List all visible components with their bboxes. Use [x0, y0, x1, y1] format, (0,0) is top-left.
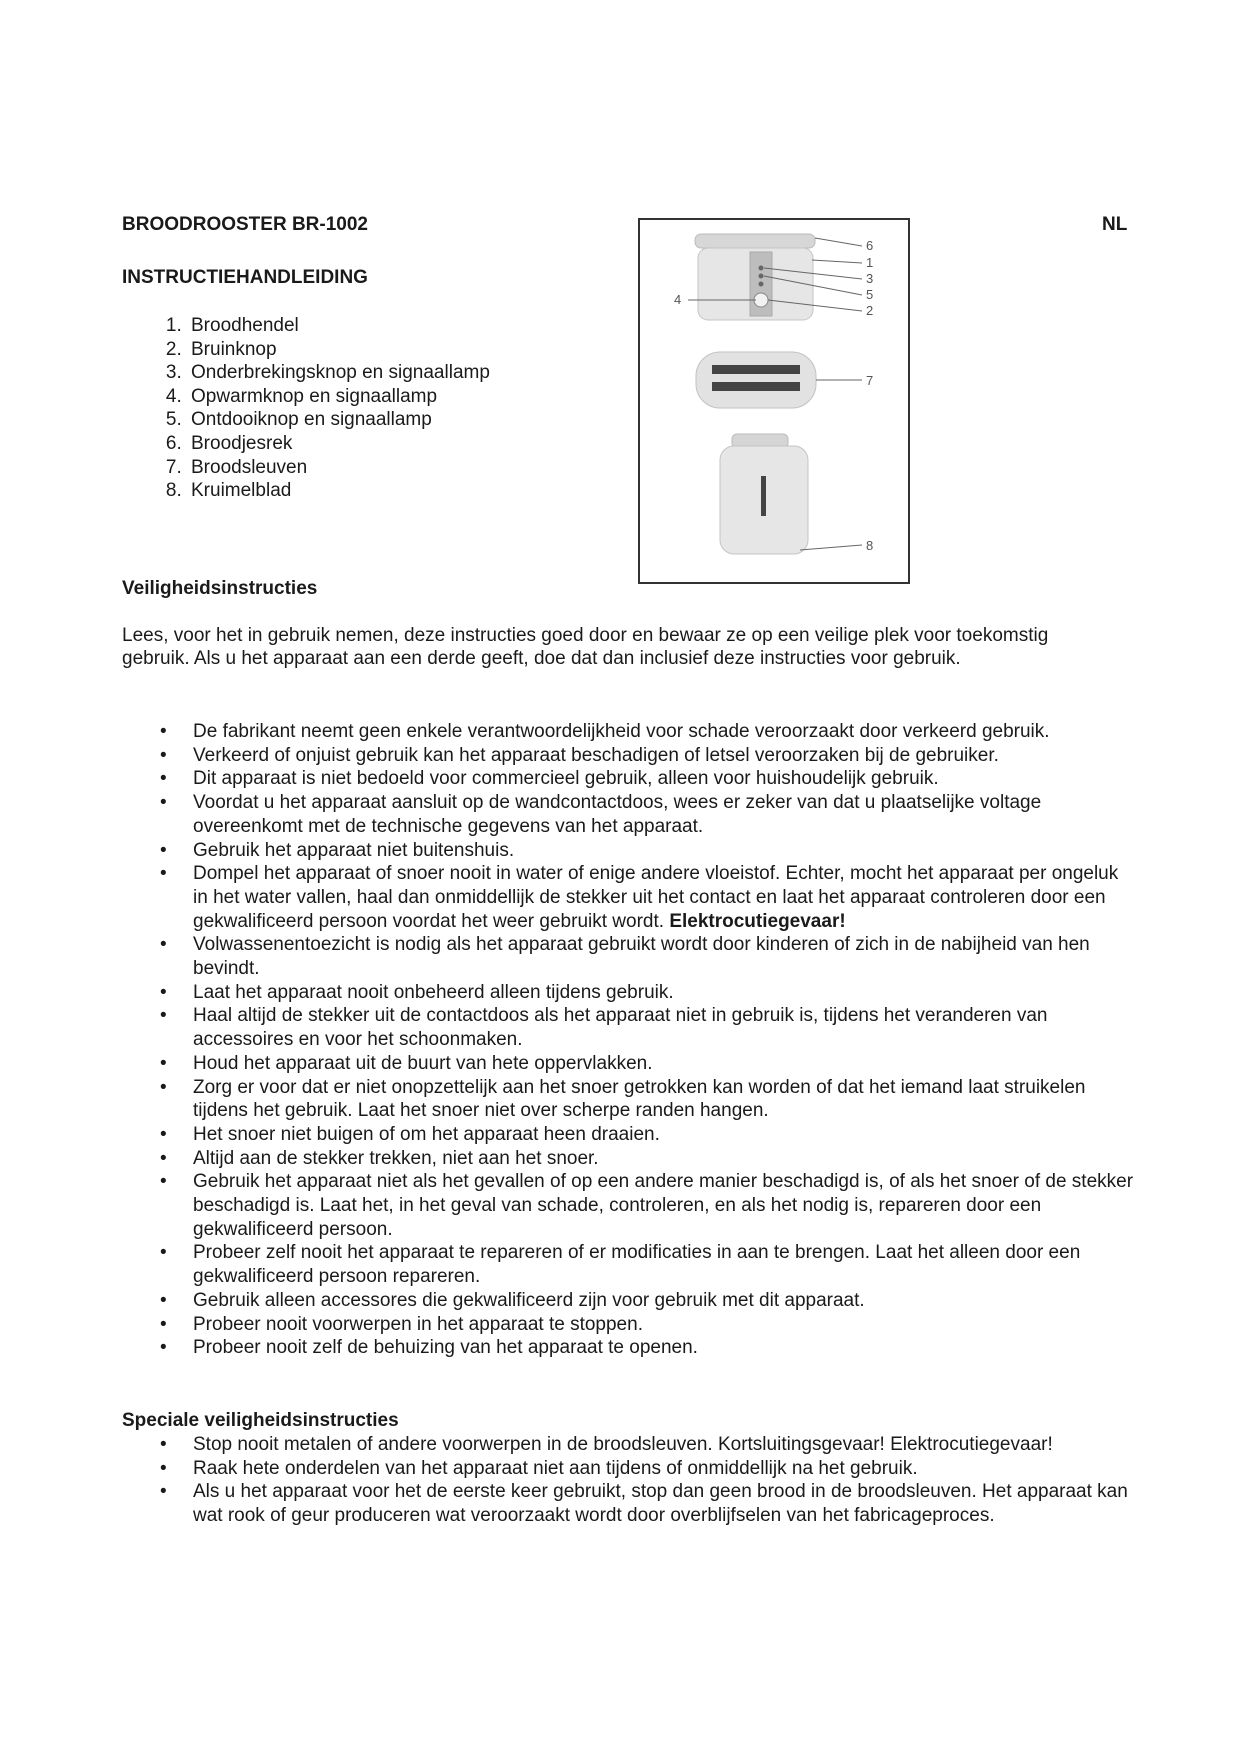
callout-label: 6	[866, 238, 874, 253]
lever-slot-shape	[761, 476, 766, 516]
special-heading: Speciale veiligheidsinstructies	[122, 1410, 399, 1431]
bread-slot-shape	[712, 382, 800, 391]
list-item: • Gebruik alleen accessores die gekwalificeerd zijn voor gebruik met dit apparaat.	[156, 1289, 1136, 1313]
list-item: • Volwassenentoezicht is nodig als het apparaat gebruikt wordt door kinderen of zich in de nabijheid van hen bevindt.	[156, 933, 1136, 980]
list-item: • Probeer zelf nooit het apparaat te repareren of er modificaties in aan te brengen. Laat het alleen door een gekwalificeerd persoon repareren.	[156, 1241, 1136, 1288]
list-item: • Dit apparaat is niet bedoeld voor commercieel gebruik, alleen voor huishoudelijk gebruik.	[156, 767, 1136, 791]
list-item: • Verkeerd of onjuist gebruik kan het apparaat beschadigen of letsel veroorzaken bij de gebruiker.	[156, 744, 1136, 768]
list-item	[156, 862, 1136, 933]
list-item: • Raak hete onderdelen van het apparaat niet aan tijdens of onmiddellijk na het gebruik.	[156, 1457, 1136, 1481]
safety-intro: Lees, voor het in gebruik nemen, deze instructies goed door en bewaar ze op een veilige plek voor toekomstig gebruik. Als u het apparaat aan een derde geeft, doe dat dan inclusief deze instructies voor gebruik.	[122, 625, 1049, 669]
part-item: 8. Kruimelblad	[187, 479, 490, 503]
toaster-top-body	[696, 352, 816, 408]
callout-label: 5	[866, 287, 874, 302]
bun-rack-shape	[695, 234, 815, 248]
list-item: • Gebruik het apparaat niet als het gevallen of op een andere manier beschadigd is, of als het snoer of de stekker beschadigd is. Laat het, in het geval van schade, controleren, en als het nodig is, repareren door een gekwalificeerd persoon.	[156, 1170, 1136, 1241]
callout-label: 1	[866, 255, 874, 270]
list-item: • Het snoer niet buigen of om het apparaat heen draaien.	[156, 1123, 1136, 1147]
list-item: • Voordat u het apparaat aansluit op de wandcontactdoos, wees er zeker van dat u plaatselijke voltage overeenkomt met de technische gegevens van het apparaat.	[156, 791, 1136, 838]
part-item: 6. Broodjesrek	[187, 432, 490, 456]
special-list	[156, 1433, 1136, 1528]
safety-list	[156, 720, 1136, 1360]
list-item: • Probeer nooit zelf de behuizing van het apparaat te openen.	[156, 1336, 1136, 1360]
part-item: 3. Onderbrekingsknop en signaallamp	[187, 361, 490, 385]
part-item: 5. Ontdooiknop en signaallamp	[187, 408, 490, 432]
callout-label: 7	[866, 373, 874, 388]
document-subtitle: INSTRUCTIEHANDLEIDING	[122, 267, 368, 288]
list-item-text: Dompel het apparaat of snoer nooit in water of enige andere vloeistof. Echter, mocht het apparaat per ongeluk in het water vallen, haal dan onmiddellijk de stekker uit het contact en laat het apparaat controleren door een gekwalificeerd persoon voordat het weer gebruikt wordt.	[193, 863, 1119, 932]
list-item: • Altijd aan de stekker trekken, niet aan het snoer.	[156, 1147, 1136, 1171]
list-item: • Zorg er voor dat er niet onopzettelijk aan het snoer getrokken kan worden of dat het iemand laat struikelen tijdens het gebruik. Laat het snoer niet over scherpe randen hangen.	[156, 1076, 1136, 1123]
callout-label: 8	[866, 538, 874, 553]
leader-line	[812, 260, 862, 263]
indicator-light	[759, 274, 764, 279]
browning-knob-shape	[754, 293, 768, 307]
list-item: • De fabrikant neemt geen enkele verantwoordelijkheid voor schade veroorzaakt door verkeerd gebruik.	[156, 720, 1136, 744]
callout-label: 3	[866, 271, 874, 286]
indicator-light	[759, 266, 764, 271]
list-item: • Laat het apparaat nooit onbeheerd alleen tijdens gebruik.	[156, 981, 1136, 1005]
language-code: NL	[1102, 214, 1128, 235]
warning-text: Elektrocutiegevaar!	[669, 910, 846, 932]
document-title: BROODROOSTER BR-1002	[122, 214, 368, 235]
list-item: • Gebruik het apparaat niet buitenshuis.	[156, 839, 1136, 863]
toaster-diagram	[638, 218, 910, 584]
list-item: • Haal altijd de stekker uit de contactdoos als het apparaat niet in gebruik is, tijdens het veranderen van accessoires en voor het schoonmaken.	[156, 1004, 1136, 1051]
leader-line	[815, 238, 862, 246]
part-item: 4. Opwarmknop en signaallamp	[187, 385, 490, 409]
leader-line	[800, 545, 862, 550]
part-item: 1. Broodhendel	[187, 314, 490, 338]
callout-label: 4	[674, 292, 682, 307]
part-item: 2. Bruinknop	[187, 338, 490, 362]
callout-label: 2	[866, 303, 874, 318]
safety-heading: Veiligheidsinstructies	[122, 578, 318, 599]
list-item: • Probeer nooit voorwerpen in het apparaat te stoppen.	[156, 1313, 1136, 1337]
list-item: • Houd het apparaat uit de buurt van hete oppervlakken.	[156, 1052, 1136, 1076]
toaster-illustration	[640, 220, 908, 582]
indicator-light	[759, 282, 764, 287]
parts-list	[153, 314, 490, 503]
list-item: • Stop nooit metalen of andere voorwerpen in de broodsleuven. Kortsluitingsgevaar! Elektrocutiegevaar!	[156, 1433, 1136, 1457]
list-item: • Als u het apparaat voor het de eerste keer gebruikt, stop dan geen brood in de broodsleuven. Het apparaat kan wat rook of geur produceren wat veroorzaakt wordt door overblijfselen van het fabricageproces.	[156, 1480, 1136, 1527]
bread-slot-shape	[712, 365, 800, 374]
part-item: 7. Broodsleuven	[187, 456, 490, 480]
